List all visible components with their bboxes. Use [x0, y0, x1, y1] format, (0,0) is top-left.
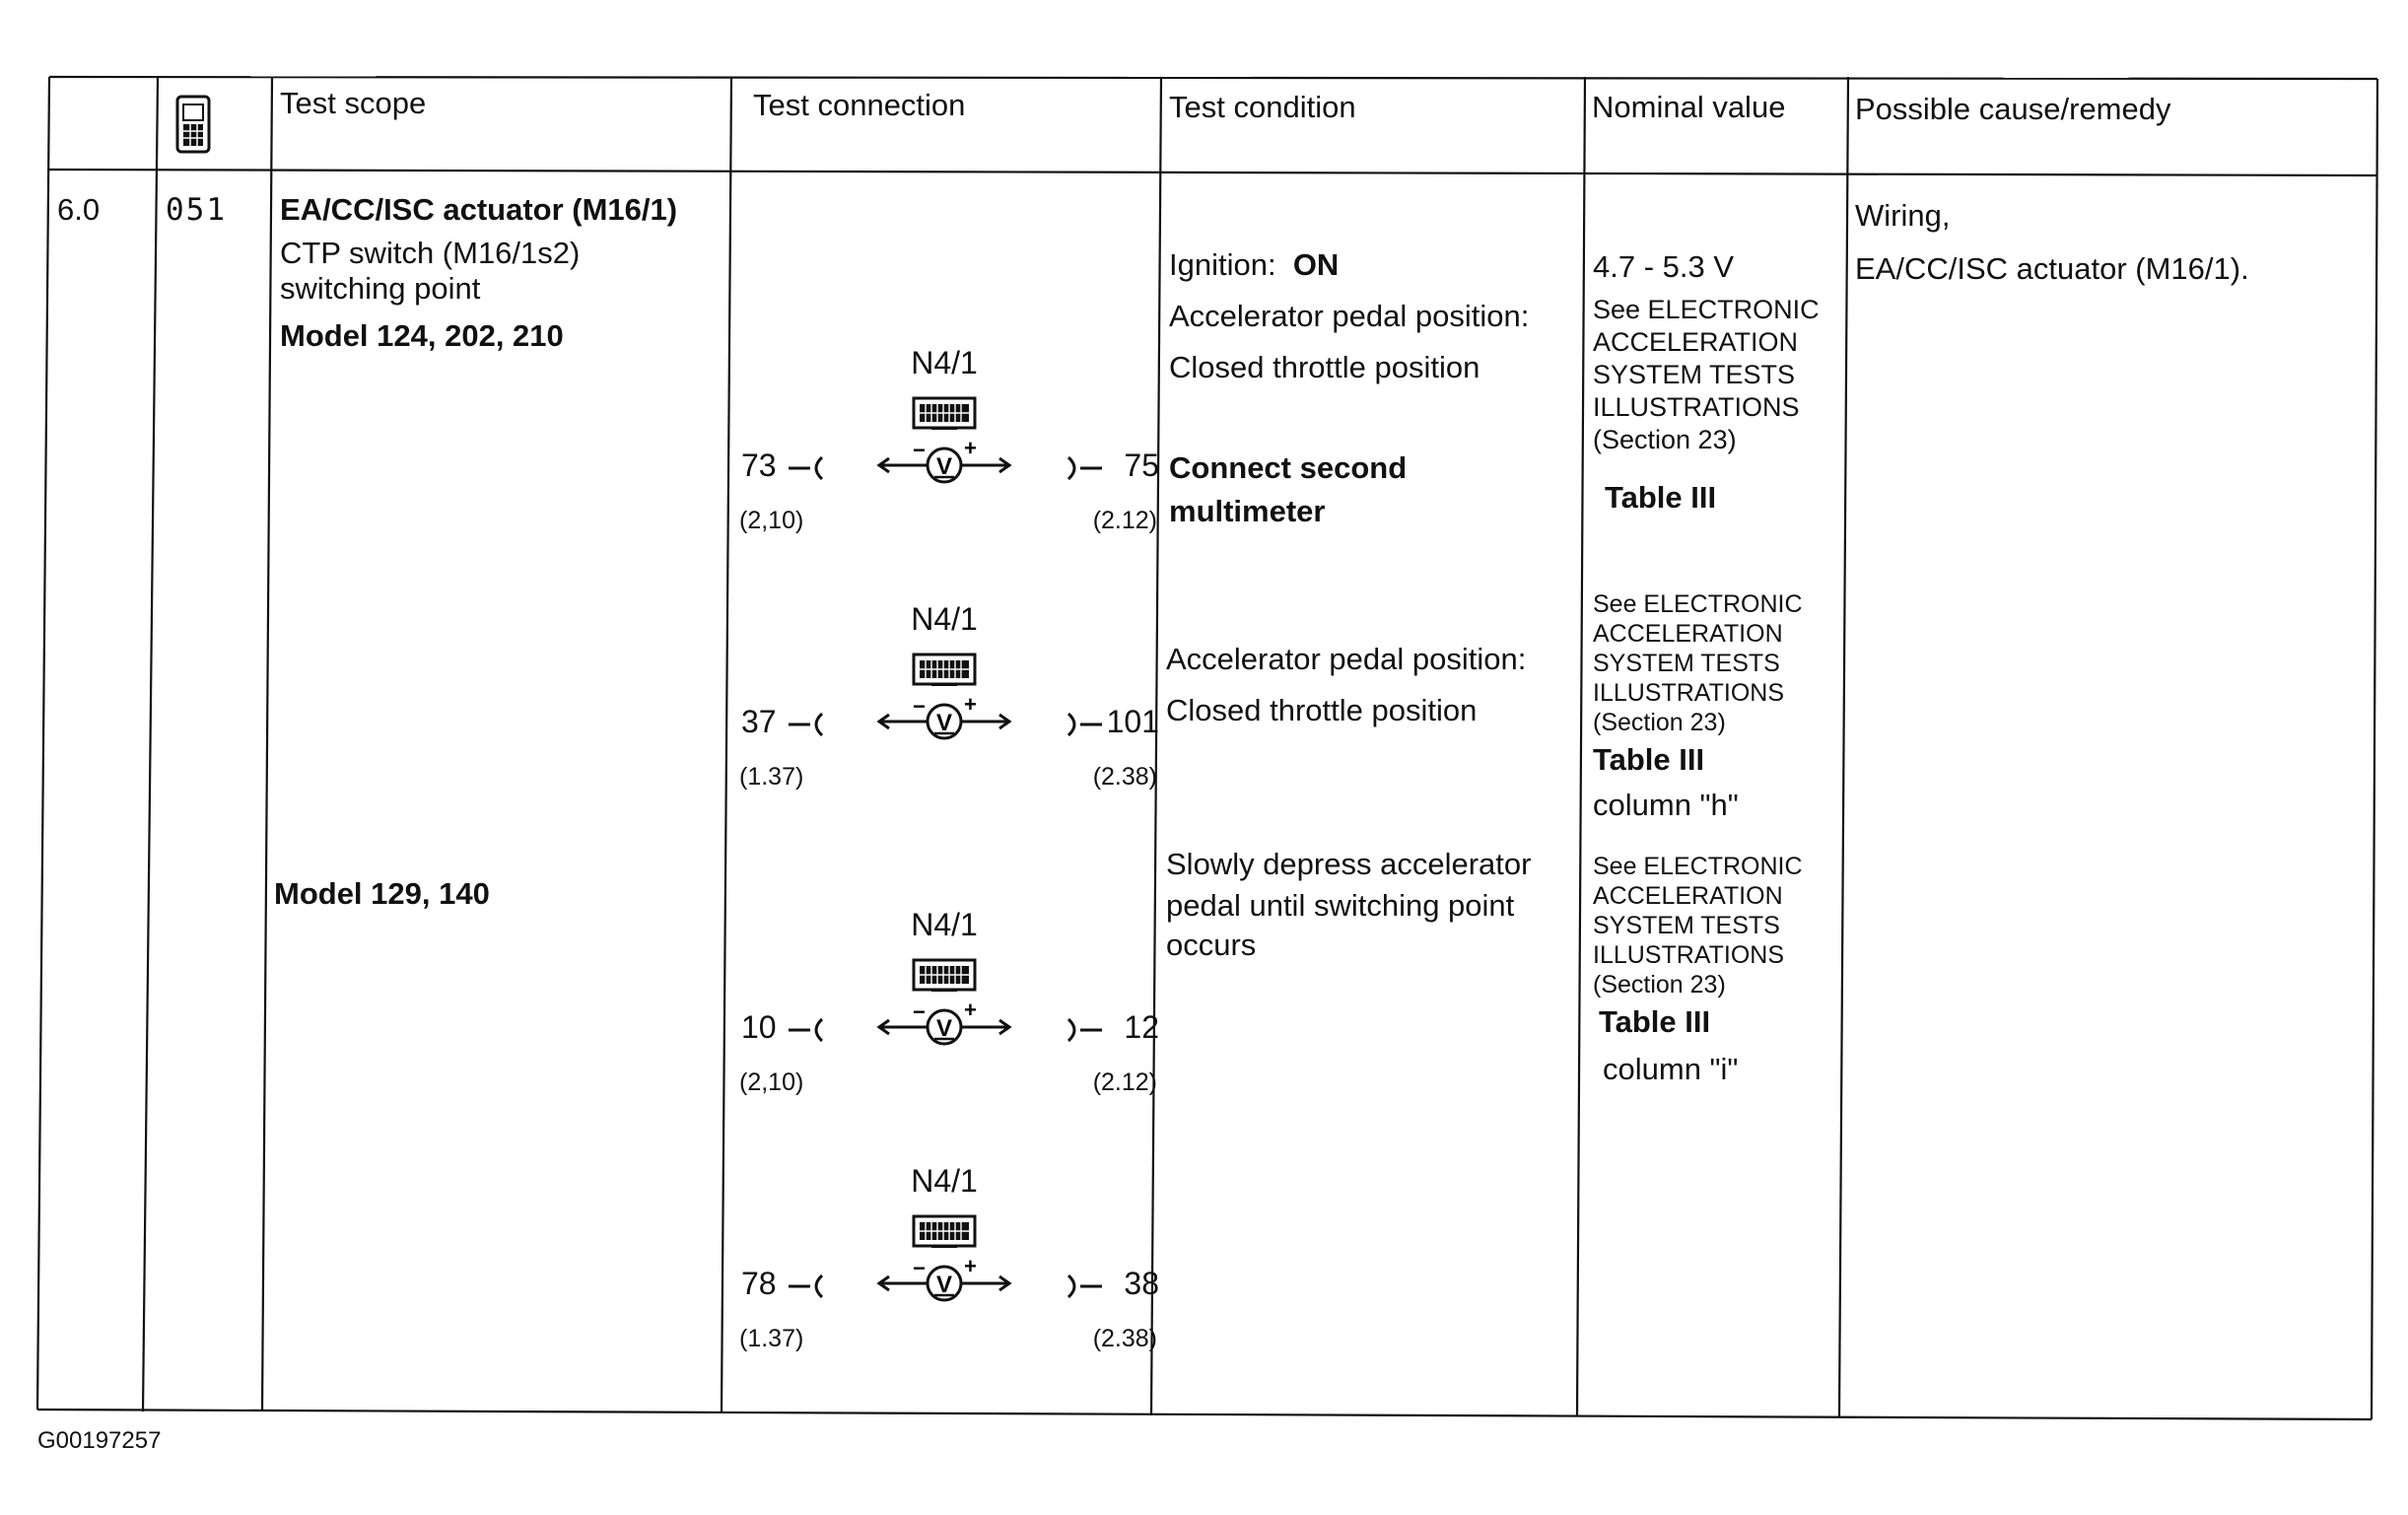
left-socket-icon [789, 710, 828, 739]
device-label: N4/1 [911, 345, 978, 380]
device-label: N4/1 [911, 1163, 978, 1199]
ref-1-line: SYSTEM TESTS [1593, 359, 1796, 389]
svg-text:V: V [935, 1272, 953, 1298]
left-pin: 73 [741, 448, 777, 483]
condition-connect-2: multimeter [1169, 494, 1326, 528]
control-module-icon [912, 1214, 977, 1248]
left-pin: 10 [741, 1009, 777, 1045]
right-socket-icon [1063, 1272, 1102, 1301]
condition-ignition [1169, 248, 1339, 283]
header-test-condition: Test condition [1169, 90, 1356, 124]
scope-line-1: CTP switch (M16/1s2) [280, 236, 581, 270]
svg-text:−: − [913, 442, 926, 462]
svg-text:−: − [913, 698, 926, 719]
svg-text:V: V [935, 710, 953, 736]
nominal-voltage: 4.7 - 5.3 V [1593, 249, 1735, 284]
voltmeter-icon [875, 698, 1013, 743]
voltmeter-icon [875, 1260, 1013, 1305]
ref-2-line: See ELECTRONIC [1593, 590, 1803, 618]
right-pin: 12 [1124, 1009, 1159, 1045]
nominal-column-2: column "h" [1593, 788, 1739, 822]
cause-line-1: Wiring, [1855, 198, 1951, 233]
device-label: N4/1 [911, 601, 978, 637]
voltmeter-icon [875, 1003, 1013, 1049]
scope-model-a: Model 124, 202, 210 [280, 318, 564, 353]
left-socket-icon [789, 1272, 828, 1301]
nominal-ref-3 [1593, 852, 1803, 999]
ref-1-line: (Section 23) [1593, 424, 1737, 454]
device-label: N4/1 [911, 907, 978, 942]
ref-2-line: ILLUSTRATIONS [1593, 679, 1785, 707]
right-pin-ref: (2.12) [1092, 507, 1157, 534]
right-pin-ref: (2.38) [1092, 763, 1157, 791]
ref-3-line: ACCELERATION [1593, 882, 1783, 910]
left-socket-icon [789, 453, 828, 483]
nominal-ref-1 [1593, 294, 1820, 456]
ignition-value: ON [1292, 247, 1340, 282]
header-nominal-value: Nominal value [1592, 90, 1786, 124]
test-code: 051 [166, 192, 227, 228]
svg-text:+: + [964, 442, 977, 460]
ref-1-line: ILLUSTRATIONS [1593, 391, 1800, 422]
right-pin-ref: (2.12) [1092, 1068, 1157, 1096]
scope-model-b: Model 129, 140 [274, 876, 490, 911]
control-module-icon [912, 958, 977, 992]
step-number: 6.0 [57, 192, 101, 227]
condition-slow-3: occurs [1166, 928, 1257, 962]
left-pin-ref: (1.37) [739, 763, 804, 791]
ref-1-line: ACCELERATION [1593, 326, 1799, 357]
nominal-ref-2 [1593, 589, 1803, 737]
condition-slow-2: pedal until switching point [1166, 888, 1515, 923]
nominal-column-3: column "i" [1603, 1052, 1739, 1086]
svg-text:−: − [913, 1003, 926, 1024]
ref-3-line: SYSTEM TESTS [1593, 912, 1780, 939]
scope-line-2: switching point [280, 271, 481, 306]
svg-text:V: V [935, 453, 953, 480]
tester-icon [173, 95, 213, 154]
left-socket-icon [789, 1015, 828, 1045]
ref-2-line: ACCELERATION [1593, 620, 1783, 648]
svg-text:V: V [935, 1015, 953, 1042]
left-pin-ref: (2,10) [739, 1068, 804, 1096]
right-socket-icon [1063, 710, 1102, 739]
ref-1-line: See ELECTRONIC [1593, 295, 1820, 324]
left-pin-ref: (1.37) [739, 1325, 804, 1352]
scope-title: EA/CC/ISC actuator (M16/1) [280, 192, 678, 227]
figure-id: G00197257 [37, 1427, 162, 1454]
ref-2-line: SYSTEM TESTS [1593, 650, 1780, 677]
svg-text:+: + [964, 1003, 977, 1022]
ref-3-line: (Section 23) [1593, 971, 1726, 999]
left-pin: 78 [741, 1266, 777, 1301]
right-socket-icon [1063, 453, 1102, 483]
condition-pedal-1: Accelerator pedal position: [1169, 299, 1530, 333]
condition-connect-1: Connect second [1169, 450, 1408, 485]
header-test-connection: Test connection [753, 88, 966, 122]
svg-text:+: + [964, 1260, 977, 1278]
condition-throttle-1: Closed throttle position [1169, 350, 1480, 384]
ref-2-line: (Section 23) [1593, 709, 1726, 736]
right-socket-icon [1063, 1015, 1102, 1045]
cause-line-2: EA/CC/ISC actuator (M16/1). [1855, 251, 2249, 286]
voltmeter-icon [875, 442, 1013, 487]
left-pin: 37 [741, 704, 777, 739]
right-pin: 38 [1124, 1266, 1159, 1301]
nominal-table-2: Table III [1593, 742, 1705, 777]
ref-3-line: ILLUSTRATIONS [1593, 941, 1785, 969]
right-pin: 75 [1124, 448, 1159, 483]
ref-3-line: See ELECTRONIC [1593, 853, 1803, 880]
header-possible-cause: Possible cause/remedy [1855, 92, 2171, 126]
control-module-icon [912, 396, 977, 430]
control-module-icon [912, 653, 977, 686]
condition-pedal-2: Accelerator pedal position: [1166, 642, 1527, 676]
left-pin-ref: (2,10) [739, 507, 804, 534]
right-pin: 101 [1106, 704, 1159, 739]
header-test-scope: Test scope [280, 86, 427, 120]
condition-slow-1: Slowly depress accelerator [1166, 847, 1532, 881]
right-pin-ref: (2.38) [1092, 1325, 1157, 1352]
ignition-label: Ignition: [1169, 247, 1276, 282]
svg-text:−: − [913, 1260, 926, 1280]
nominal-table-1: Table III [1605, 480, 1717, 515]
condition-throttle-2: Closed throttle position [1166, 693, 1478, 727]
svg-text:+: + [964, 698, 977, 717]
nominal-table-3: Table III [1599, 1004, 1711, 1039]
